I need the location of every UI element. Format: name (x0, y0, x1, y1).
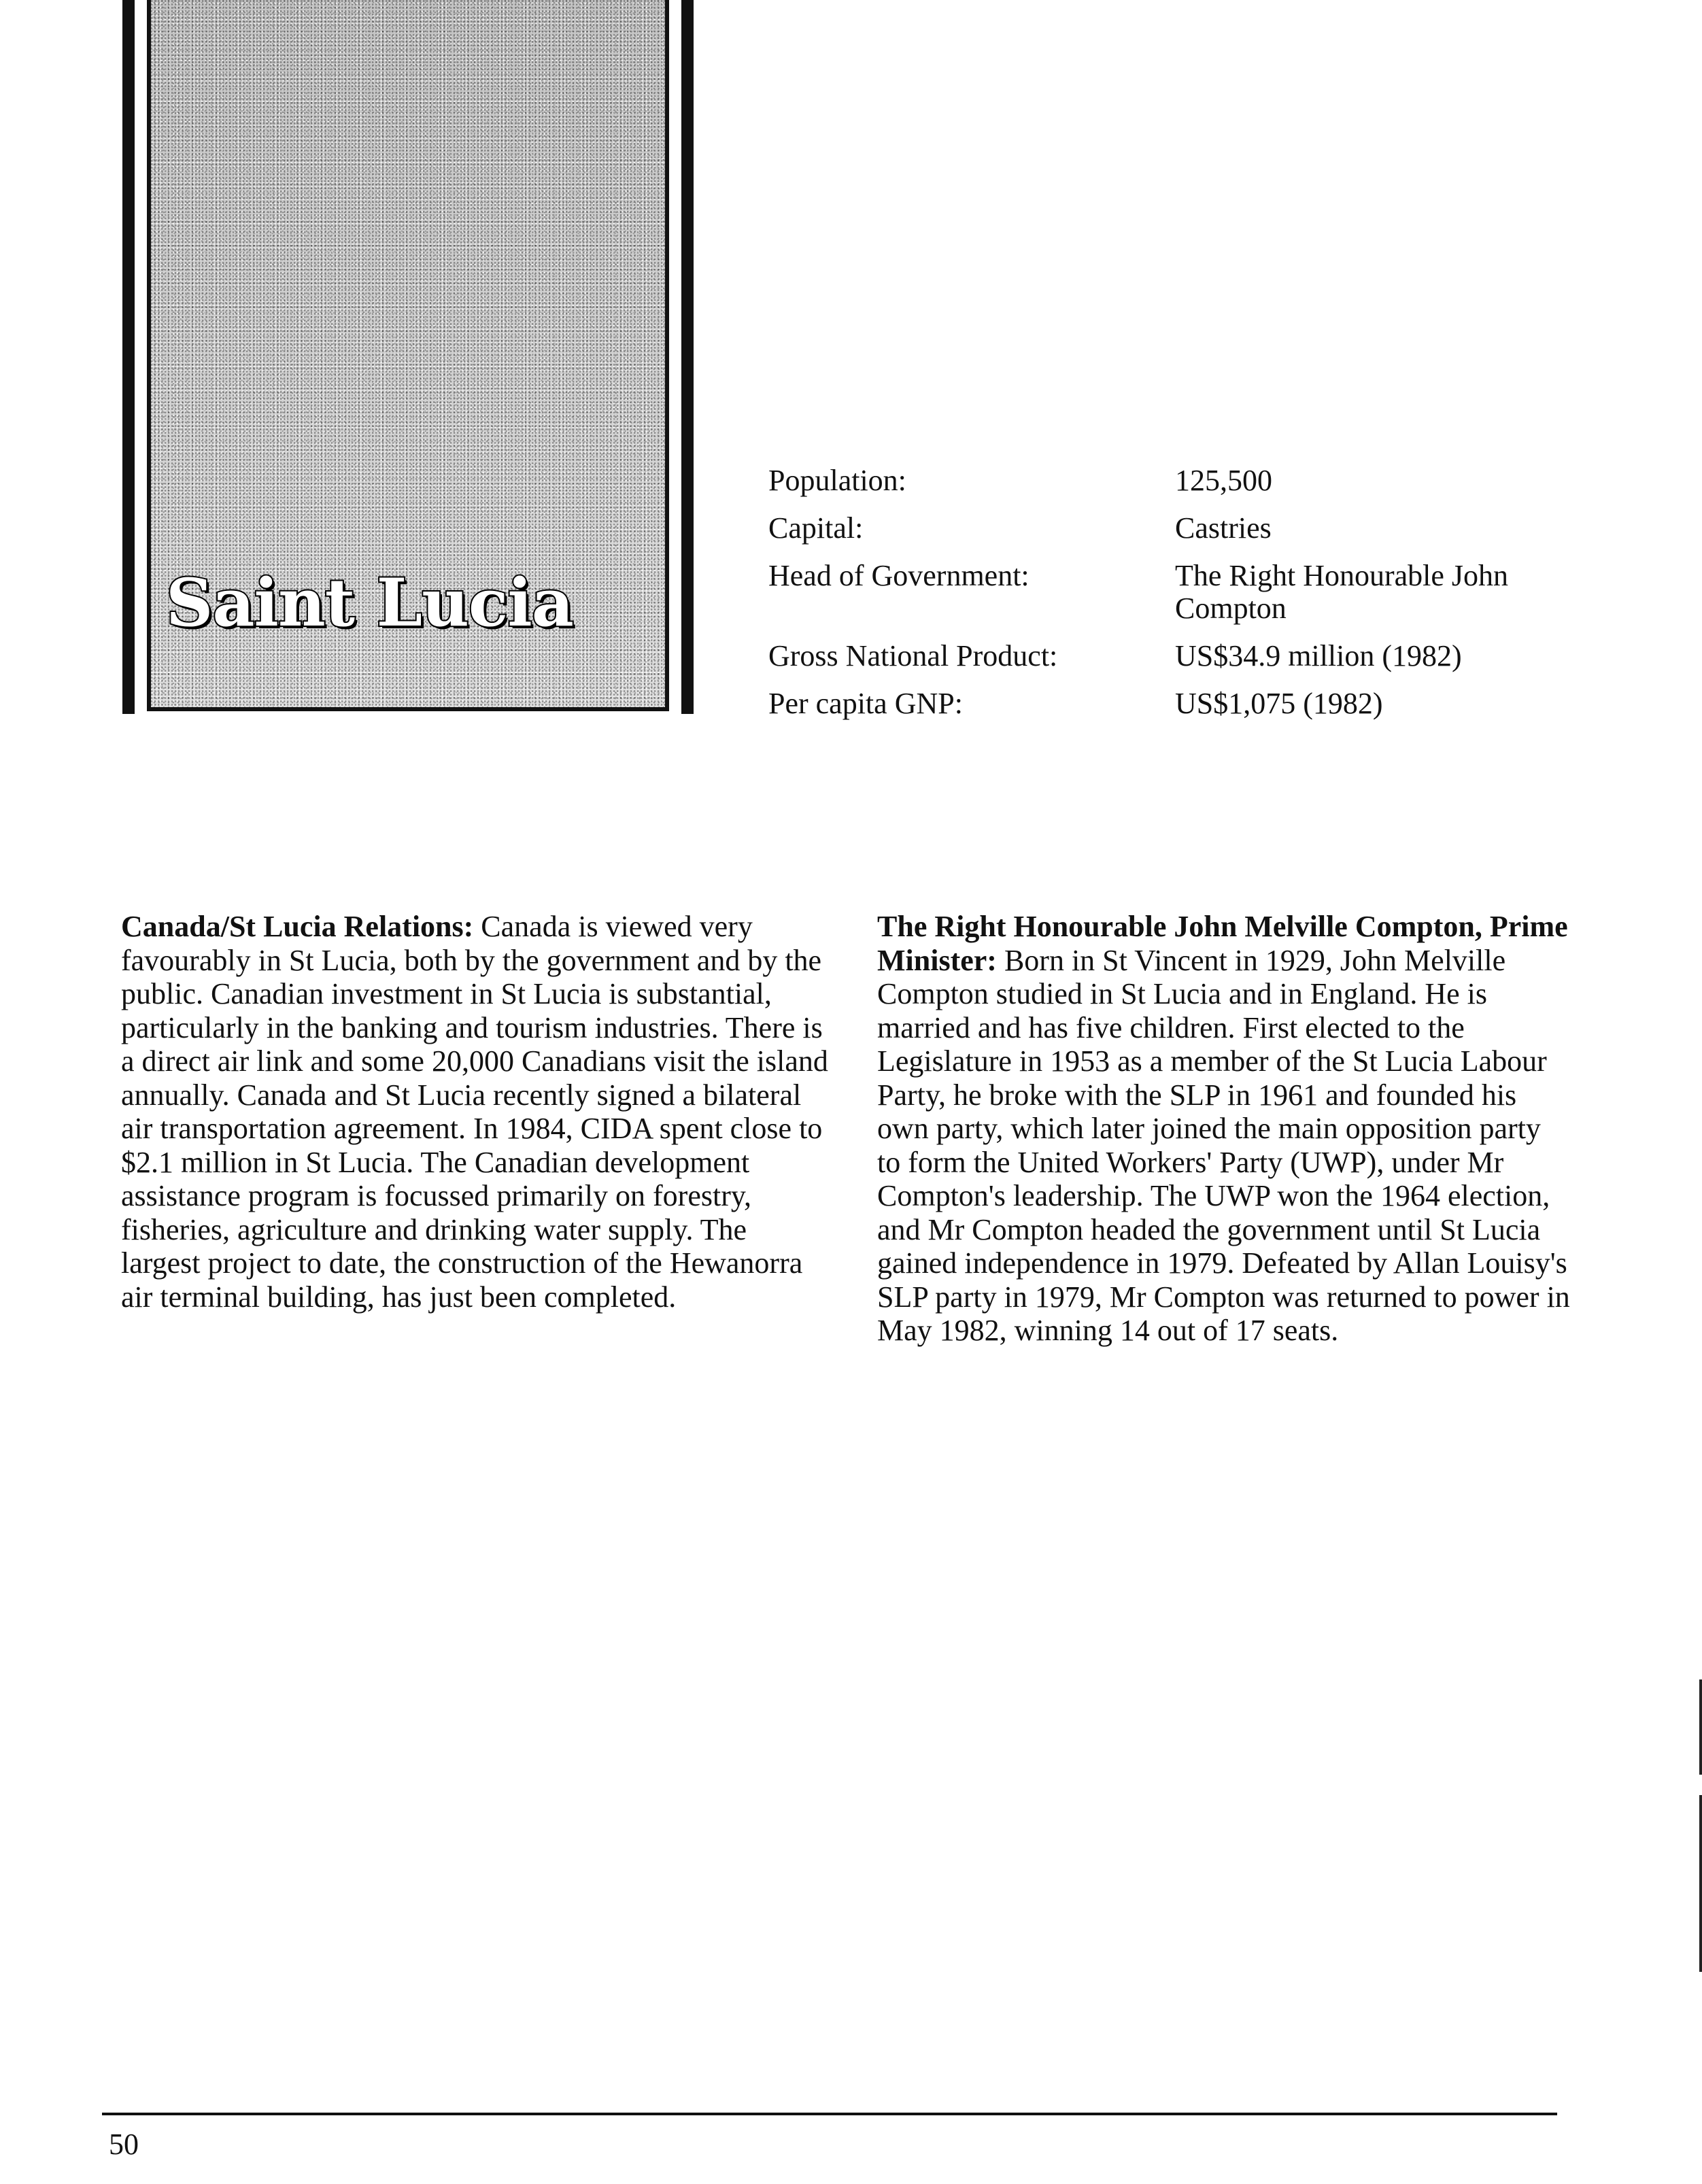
panel-right-bar (681, 0, 694, 714)
country-facts (768, 464, 1598, 735)
relations-paragraph (121, 910, 828, 1314)
fact-label: Head of Government: (768, 559, 1029, 592)
fact-value: Castries (1175, 511, 1272, 545)
footer-rule (102, 2113, 1557, 2115)
scan-edge-mark (1699, 1795, 1702, 1972)
fact-population (768, 464, 1598, 497)
fact-head-of-government (768, 560, 1598, 625)
relations-text: Canada is viewed very favourably in St Lucia, both by the government and by the public. Canadian investment in St Lucia is substantial, particularly in the banking and tourism industries. There is a direct air link and some 20,000 Canadians visit the island annually. Canada and St Lucia recently signed a bilateral air transportation agreement. In 1984, CIDA spent close to $2.1 million in St Lucia. The Canadian development assistance program is focussed primarily on forestry, fisheries, agriculture and drinking water supply. The largest project to date, the construction of the Hewanorra air terminal building, has just been completed. (121, 910, 828, 1314)
profile-text: Born in St Vincent in 1929, John Melville Compton studied in St Lucia and in England. He is married and has five children. First elected to the Legislature in 1953 as a member of the St Lucia Labour Party, he broke with the SLP in 1961 and founded his own party, which later joined the main opposition party to form the United Workers' Party (UWP), under Mr Compton's leadership. The UWP won the 1964 election, and Mr Compton headed the government until St Lucia gained independence in 1979. Defeated by Allan Louisy's SLP party in 1979, Mr Compton was returned to power in May 1982, winning 14 out of 17 seats. (877, 943, 1570, 1347)
page-number: 50 (109, 2128, 139, 2161)
fact-value: US$34.9 million (1982) (1175, 639, 1462, 672)
fact-capital (768, 512, 1598, 545)
fact-label: Per capita GNP: (768, 687, 963, 720)
fact-label: Population: (768, 464, 906, 497)
fact-value: The Right Honourable John Compton (1175, 559, 1509, 625)
panel-left-bar (122, 0, 135, 714)
fact-value: US$1,075 (1982) (1175, 687, 1383, 720)
fact-per-capita-gnp (768, 687, 1598, 720)
scan-edge-mark (1699, 1679, 1702, 1775)
country-title: Saint Lucia (166, 564, 573, 641)
title-panel (122, 0, 694, 715)
profile-heading: The Right Honourable John Melville Compton, Prime Minister: (877, 910, 1568, 977)
fact-value: 125,500 (1175, 464, 1272, 497)
fact-label: Capital: (768, 511, 864, 545)
relations-heading: Canada/St Lucia Relations: (121, 910, 474, 943)
fact-label: Gross National Product: (768, 639, 1058, 672)
fact-gnp (768, 640, 1598, 672)
profile-paragraph (877, 910, 1571, 1348)
